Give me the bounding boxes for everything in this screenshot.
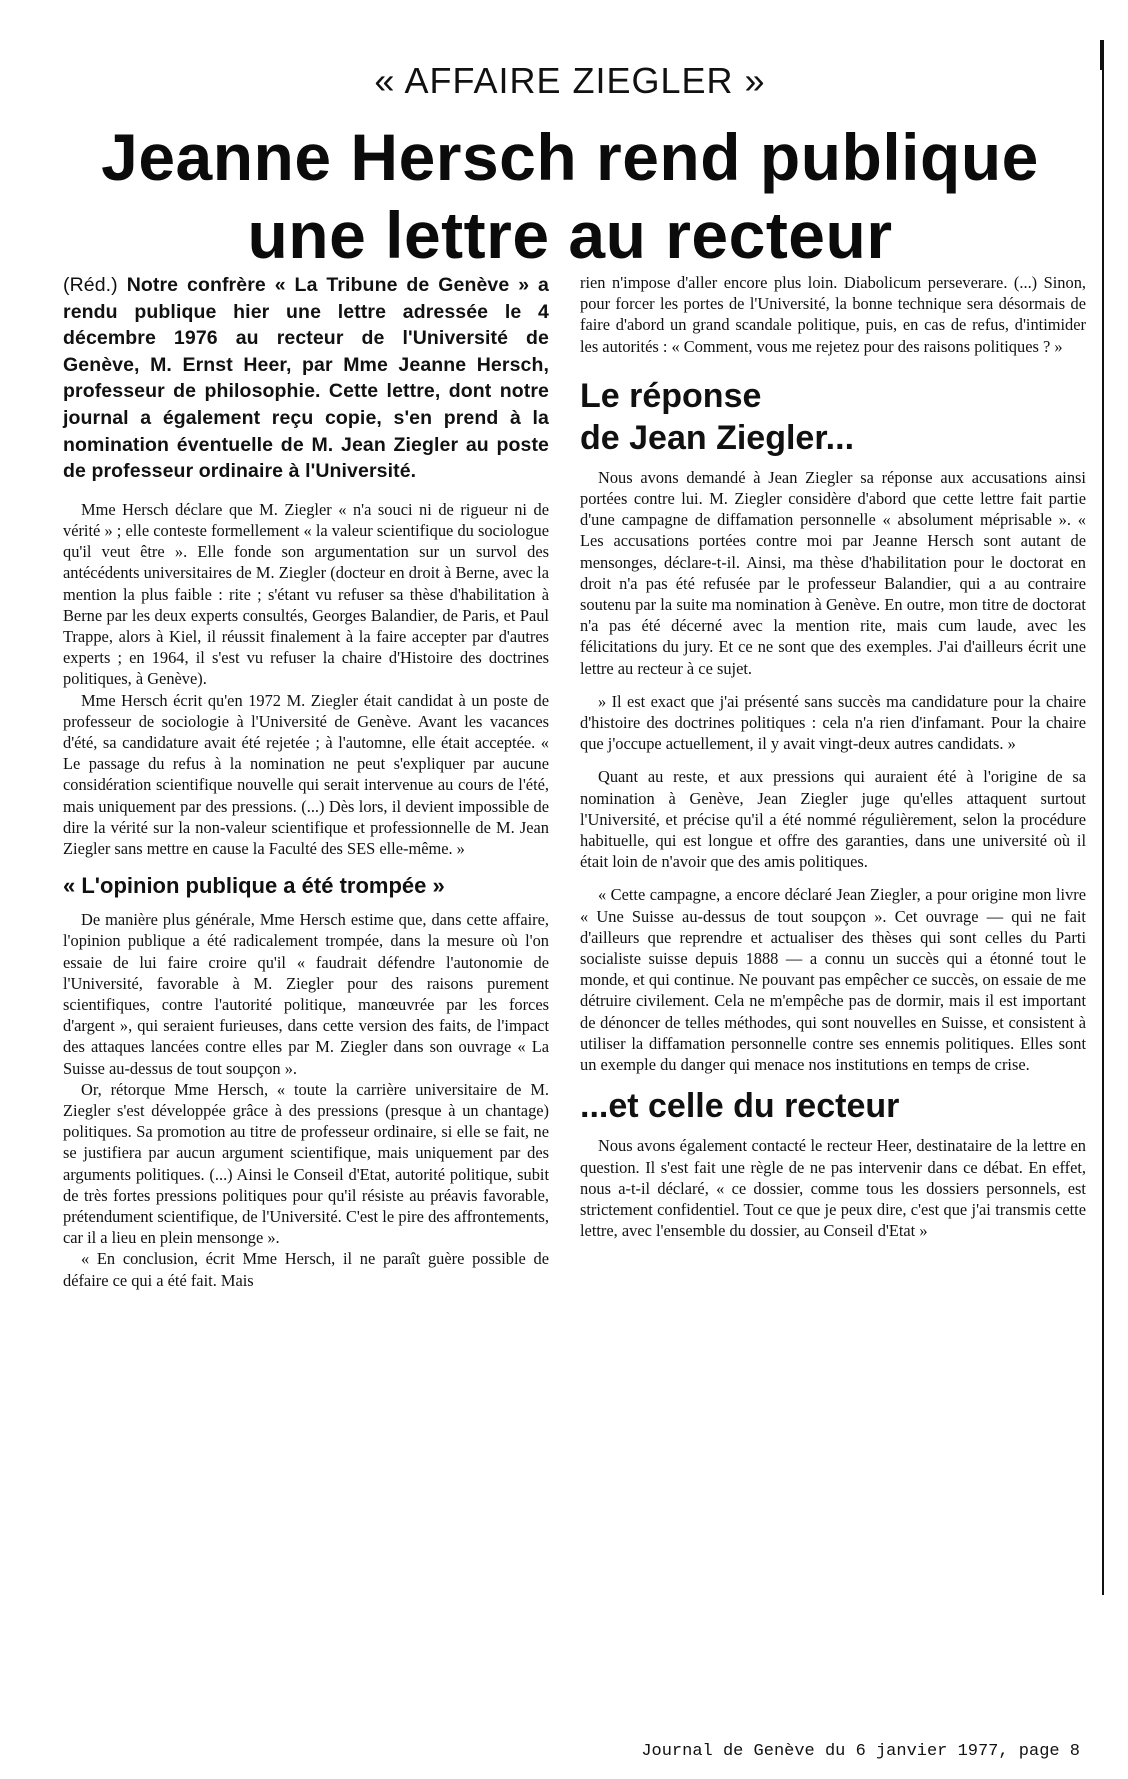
section-heading-reponse [580,375,1086,459]
kicker: « AFFAIRE ZIEGLER » [374,60,766,101]
section-heading-line-2: de Jean Ziegler... [580,418,855,457]
body-paragraph: Or, rétorque Mme Hersch, « toute la carrière universitaire de M. Ziegler s'est développée grâce à des pressions (presque à un chantage) politiques. Sa promotion au titre de professeur ordinaire, si elle se fait, ne se justifiera par aucun argument scientifique, mais uniquement par des arguments politiques. (...) Ainsi le Conseil d'Etat, autorité politique, subit de très fortes pressions politiques pour qu'il résiste au préavis favorable, prétendument scientifique, de l'Université. C'est le pire des affrontements, car il a lieu en plein mensonge ». [63,1079,549,1248]
body-paragraph: De manière plus générale, Mme Hersch estime que, dans cette affaire, l'opinion publique a été radicalement trompée, dans la mesure où l'on essaie de lui faire croire qu'il « faudrait défendre l'autonomie de l'Université, favorable à M. Ziegler pour des raisons purement scientifiques, contre l'autorité politique, manœuvrée par les forces d'argent », qui seraient furieuses, dans cette version des faits, de l'impact des attaques lancées contre elles par M. Ziegler dans son ouvrage « La Suisse au-dessus de tout soupçon ». [63,910,549,1078]
body-paragraph: Nous avons demandé à Jean Ziegler sa réponse aux accusations ainsi portées contre lui. M. Ziegler considère d'abord que cette lettre fait partie d'une campagne de diffamation personnelle « absolument méprisable ». « Les accusations portées contre moi par Jeanne Hersch sont autant de mensonges, déclare-t-il. Ainsi, ma thèse d'habilitation pour le doctorat en droit n'a pas été refusée par le professeur Balandier, qui a au contraire soutenu par la suite ma nomination à Genève. En outre, mon titre de doctorat n'a pas été décerné avec la mention rite, mais cum laude, avec les félicitations du jury. Et ce ne sont que des exemples. J'ai d'ailleurs écrit une lettre au recteur à ce sujet. [580,467,1086,678]
right-column [580,272,1086,1241]
body-paragraph: « En conclusion, écrit Mme Hersch, il ne paraît guère possible de défaire ce qui a été fait. Mais [63,1249,549,1290]
left-column [63,272,549,1291]
lead-text: Notre confrère « La Tribune de Genève » a rendu publique hier une lettre adressée le 4 décembre 1976 au recteur de l'Université de Genève, M. Ernst Heer, par Mme Jeanne Hersch, professeur de philosophie. Cette lettre, dont notre journal a également reçu copie, s'en prend à la nomination éventuelle de M. Jean Ziegler au poste de professeur ordinaire à l'Université. [63,274,549,483]
body-paragraph: Quant au reste, et aux pressions qui auraient été à l'origine de sa nomination à Genève, Jean Ziegler juge qu'elles attaquent surtout l'Université, et précise qu'il a été nommé régulièrement, selon la procédure habituelle, qui est longue et offre des garanties, dans une université où il était loin de n'avoir que des amis politiques. [580,767,1086,872]
headline-line-1: Jeanne Hersch rend publique [101,120,1039,194]
headline [20,118,1120,274]
body-paragraph: « Cette campagne, a encore déclaré Jean Ziegler, a pour origine mon livre « Une Suisse au-dessus de tout soupçon ». Cet ouvrage — qui ne fait d'ailleurs que reprendre et actualiser des thèses qui sont celles du Parti socialiste suisse depuis 1888 — a connu un succès qui a étonné tout le monde, et qui continue. Ne pouvant pas empêcher ce succès, on essaie de me détruire civilement. Cela ne m'empêche pas de dormir, mais il est important de dénoncer de telles méthodes, qui sont nouvelles en Suisse, et consistent à utiliser la diffamation personnelle contre ses ennemis politiques. Elles sont un exemple du danger qui menace nos institutions en temps de crise. [580,885,1086,1075]
body-paragraph: rien n'impose d'aller encore plus loin. Diabolicum perseverare. (...) Sinon, pour forcer les portes de l'Université, la bonne technique sera désormais de faire d'abord un grand scandale politique, puis, en cas de refus, d'intimider les autorités : « Comment, vous me rejetez pour des raisons politiques ? » [580,273,1086,356]
lead-tag: (Réd.) [63,274,118,296]
lead-paragraph [63,272,549,485]
body-paragraph: » Il est exact que j'ai présenté sans succès ma candidature pour la chaire d'histoire des doctrines politiques : cela n'a rien d'infamant. Pour la chaire que j'occupe actuellement, il y avait vingt-deux autres candidats. » [580,691,1086,754]
headline-line-2: une lettre au recteur [247,198,893,272]
source-caption: Journal de Genève du 6 janvier 1977, page 8 [641,1742,1080,1761]
body-paragraph: Nous avons également contacté le recteur Heer, destinataire de la lettre en question. Il s'est fait une règle de ne pas intervenir dans ce débat. En effet, nous a-t-il déclaré, « ce dossier, comme tous les dossiers personnels, est strictement confidentiel. Tout ce que je peux dire, c'est que j'ai transmis cette lettre, avec l'ensemble du dossier, au Conseil d'Etat » [580,1136,1086,1241]
section-subhead: « L'opinion publique a été trompée » [63,873,445,899]
section-heading-recteur: ...et celle du recteur [580,1087,900,1126]
section-heading-line-1: Le réponse [580,376,762,415]
body-paragraph: Mme Hersch écrit qu'en 1972 M. Ziegler était candidat à un poste de professeur de sociologie à l'Université de Genève. Avant les vacances d'été, sa candidature avait été rejetée ; à l'automne, elle était acceptée. « Le passage du refus à la nomination ne peut s'expliquer par aucune considération scientifique nouvelle qui serait intervenue au cours de l'été, mais uniquement par des pressions. (...) Dès lors, il devient impossible de dire la vérité sur la non-valeur scientifique et professionnelle de M. Jean Ziegler sans mettre en cause la Faculté des SES elle-même. » [63,690,549,858]
body-paragraph: Mme Hersch déclare que M. Ziegler « n'a souci ni de rigueur ni de vérité » ; elle conteste formellement « la valeur scientifique du sociologue qu'il veut être ». Elle fonde son argumentation sur un survol des antécédents universitaires de M. Ziegler (docteur en droit à Berne, avec la mention la plus faible : rite ; s'étant vu refuser sa thèse d'habilitation à Berne par les deux experts consultés, Georges Balandier, de Paris, et Paul Trappe, alors à Kiel, il réussit finalement à la faire accepter par d'autres experts ; en 1964, il s'est vu refuser la chaire d'Histoire des doctrines politiques, à Genève). [63,499,549,689]
